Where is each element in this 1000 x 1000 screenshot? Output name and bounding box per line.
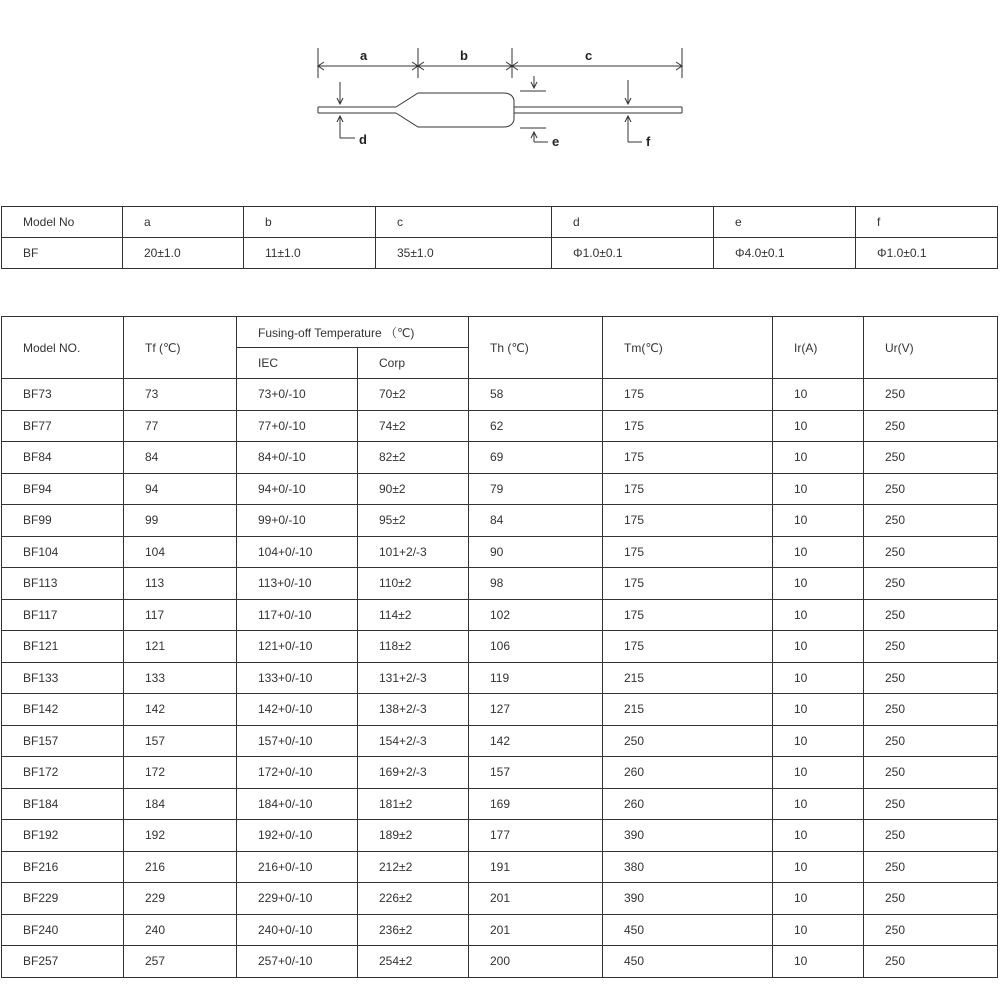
spec-cell-tf: 229 — [124, 883, 237, 915]
spec-cell-tf: 84 — [124, 442, 237, 474]
spec-cell-model: BF216 — [2, 851, 124, 883]
spec-cell-ir: 10 — [773, 820, 864, 852]
spec-cell-corp: 95±2 — [358, 505, 469, 537]
spec-cell-tm: 380 — [603, 851, 773, 883]
spec-cell-th: 169 — [469, 788, 603, 820]
spec-cell-ur: 250 — [864, 757, 998, 789]
spec-cell-th: 90 — [469, 536, 603, 568]
dim-header-c: c — [376, 207, 552, 238]
spec-cell-ur: 250 — [864, 694, 998, 726]
table-row — [2, 505, 998, 537]
spec-cell-ir: 10 — [773, 914, 864, 946]
dim-value-f: Φ1.0±0.1 — [856, 238, 998, 269]
spec-cell-model: BF257 — [2, 946, 124, 978]
spec-cell-ur: 250 — [864, 725, 998, 757]
dim-header-model: Model No — [2, 207, 123, 238]
spec-header-tm: Tm(℃) — [603, 317, 773, 379]
spec-cell-model: BF94 — [2, 473, 124, 505]
spec-cell-ir: 10 — [773, 757, 864, 789]
spec-cell-ur: 250 — [864, 662, 998, 694]
spec-cell-th: 127 — [469, 694, 603, 726]
table-row — [2, 883, 998, 915]
table-row — [2, 662, 998, 694]
dim-header-e: e — [714, 207, 856, 238]
spec-cell-corp: 101+2/-3 — [358, 536, 469, 568]
spec-cell-th: 84 — [469, 505, 603, 537]
spec-cell-model: BF77 — [2, 410, 124, 442]
diagram-label-c: c — [585, 48, 593, 63]
dim-header-d: d — [552, 207, 714, 238]
spec-cell-tf: 142 — [124, 694, 237, 726]
table-row — [2, 568, 998, 600]
spec-cell-ur: 250 — [864, 410, 998, 442]
spec-cell-th: 157 — [469, 757, 603, 789]
spec-cell-corp: 131+2/-3 — [358, 662, 469, 694]
spec-cell-tf: 104 — [124, 536, 237, 568]
spec-cell-ir: 10 — [773, 599, 864, 631]
spec-cell-ur: 250 — [864, 536, 998, 568]
spec-cell-iec: 240+0/-10 — [237, 914, 358, 946]
spec-cell-ur: 250 — [864, 946, 998, 978]
spec-cell-tf: 216 — [124, 851, 237, 883]
spec-cell-tf: 133 — [124, 662, 237, 694]
diagram-label-f: f — [646, 134, 651, 149]
spec-cell-tm: 390 — [603, 883, 773, 915]
spec-cell-corp: 154+2/-3 — [358, 725, 469, 757]
spec-cell-model: BF99 — [2, 505, 124, 537]
spec-header-corp: Corp — [358, 348, 469, 379]
dimensions-header-row — [2, 207, 998, 238]
spec-cell-th: 58 — [469, 379, 603, 411]
spec-cell-corp: 236±2 — [358, 914, 469, 946]
spec-header-iec: IEC — [237, 348, 358, 379]
table-row — [2, 820, 998, 852]
spec-cell-tm: 175 — [603, 599, 773, 631]
spec-cell-ur: 250 — [864, 631, 998, 663]
spec-cell-corp: 181±2 — [358, 788, 469, 820]
spec-cell-tf: 77 — [124, 410, 237, 442]
spec-cell-ur: 250 — [864, 914, 998, 946]
spec-cell-th: 79 — [469, 473, 603, 505]
spec-cell-iec: 184+0/-10 — [237, 788, 358, 820]
spec-cell-iec: 94+0/-10 — [237, 473, 358, 505]
spec-cell-ur: 250 — [864, 442, 998, 474]
spec-cell-model: BF117 — [2, 599, 124, 631]
spec-cell-iec: 172+0/-10 — [237, 757, 358, 789]
dim-value-a: 20±1.0 — [123, 238, 244, 269]
spec-cell-ir: 10 — [773, 568, 864, 600]
spec-cell-tm: 175 — [603, 536, 773, 568]
spec-cell-th: 200 — [469, 946, 603, 978]
spec-cell-ur: 250 — [864, 473, 998, 505]
dim-value-model: BF — [2, 238, 123, 269]
spec-cell-ur: 250 — [864, 883, 998, 915]
spec-cell-tf: 113 — [124, 568, 237, 600]
dim-value-e: Φ4.0±0.1 — [714, 238, 856, 269]
spec-cell-tm: 260 — [603, 757, 773, 789]
dim-header-a: a — [123, 207, 244, 238]
spec-header-tf: Tf (℃) — [124, 317, 237, 379]
spec-cell-ur: 250 — [864, 379, 998, 411]
spec-cell-corp: 70±2 — [358, 379, 469, 411]
spec-cell-tm: 215 — [603, 694, 773, 726]
spec-cell-iec: 113+0/-10 — [237, 568, 358, 600]
spec-cell-tm: 450 — [603, 914, 773, 946]
spec-cell-corp: 212±2 — [358, 851, 469, 883]
spec-cell-corp: 74±2 — [358, 410, 469, 442]
spec-cell-ur: 250 — [864, 820, 998, 852]
spec-cell-ur: 250 — [864, 851, 998, 883]
spec-cell-ir: 10 — [773, 473, 864, 505]
spec-cell-model: BF142 — [2, 694, 124, 726]
table-row — [2, 442, 998, 474]
spec-cell-ir: 10 — [773, 631, 864, 663]
diagram-label-b: b — [460, 48, 468, 63]
dimensions-value-row — [2, 238, 998, 269]
spec-cell-ir: 10 — [773, 788, 864, 820]
spec-cell-corp: 82±2 — [358, 442, 469, 474]
spec-cell-iec: 142+0/-10 — [237, 694, 358, 726]
spec-cell-corp: 138+2/-3 — [358, 694, 469, 726]
specifications-table — [1, 316, 998, 978]
spec-cell-corp: 169+2/-3 — [358, 757, 469, 789]
spec-header-ir: Ir(A) — [773, 317, 864, 379]
table-row — [2, 473, 998, 505]
spec-cell-iec: 117+0/-10 — [237, 599, 358, 631]
spec-cell-ur: 250 — [864, 505, 998, 537]
spec-cell-ir: 10 — [773, 694, 864, 726]
spec-cell-iec: 157+0/-10 — [237, 725, 358, 757]
spec-cell-tm: 175 — [603, 410, 773, 442]
spec-cell-corp: 189±2 — [358, 820, 469, 852]
spec-cell-tf: 157 — [124, 725, 237, 757]
spec-cell-iec: 84+0/-10 — [237, 442, 358, 474]
dim-header-b: b — [244, 207, 376, 238]
spec-cell-corp: 90±2 — [358, 473, 469, 505]
spec-header-th: Th (℃) — [469, 317, 603, 379]
spec-cell-iec: 121+0/-10 — [237, 631, 358, 663]
spec-cell-th: 201 — [469, 914, 603, 946]
spec-cell-corp: 254±2 — [358, 946, 469, 978]
spec-cell-tf: 257 — [124, 946, 237, 978]
spec-cell-iec: 257+0/-10 — [237, 946, 358, 978]
table-row — [2, 851, 998, 883]
spec-cell-ir: 10 — [773, 410, 864, 442]
spec-cell-tf: 117 — [124, 599, 237, 631]
spec-cell-model: BF113 — [2, 568, 124, 600]
spec-cell-corp: 114±2 — [358, 599, 469, 631]
spec-cell-tf: 73 — [124, 379, 237, 411]
spec-cell-tf: 184 — [124, 788, 237, 820]
spec-cell-model: BF229 — [2, 883, 124, 915]
spec-cell-ur: 250 — [864, 568, 998, 600]
spec-cell-tm: 175 — [603, 631, 773, 663]
spec-cell-model: BF133 — [2, 662, 124, 694]
spec-header-fusing-off: Fusing-off Temperature （℃) — [237, 317, 469, 348]
dim-value-d: Φ1.0±0.1 — [552, 238, 714, 269]
spec-cell-tm: 175 — [603, 442, 773, 474]
thermal-fuse-dimension-diagram — [300, 38, 700, 158]
spec-cell-th: 69 — [469, 442, 603, 474]
spec-cell-th: 62 — [469, 410, 603, 442]
spec-cell-ir: 10 — [773, 851, 864, 883]
spec-cell-th: 102 — [469, 599, 603, 631]
spec-cell-tm: 260 — [603, 788, 773, 820]
table-row — [2, 631, 998, 663]
spec-cell-ir: 10 — [773, 379, 864, 411]
spec-cell-tf: 172 — [124, 757, 237, 789]
spec-cell-tf: 192 — [124, 820, 237, 852]
table-row — [2, 379, 998, 411]
spec-cell-th: 119 — [469, 662, 603, 694]
spec-cell-tf: 94 — [124, 473, 237, 505]
spec-cell-iec: 104+0/-10 — [237, 536, 358, 568]
diagram-label-d: d — [359, 132, 367, 147]
spec-header-row-1 — [2, 317, 998, 348]
spec-header-model: Model NO. — [2, 317, 124, 379]
spec-cell-ur: 250 — [864, 788, 998, 820]
spec-cell-ir: 10 — [773, 883, 864, 915]
spec-cell-iec: 73+0/-10 — [237, 379, 358, 411]
dimensions-table — [1, 206, 998, 269]
dim-value-b: 11±1.0 — [244, 238, 376, 269]
spec-cell-corp: 118±2 — [358, 631, 469, 663]
spec-cell-ir: 10 — [773, 442, 864, 474]
spec-cell-model: BF240 — [2, 914, 124, 946]
dim-header-f: f — [856, 207, 998, 238]
table-row — [2, 914, 998, 946]
diagram-label-a: a — [360, 48, 368, 63]
spec-cell-ur: 250 — [864, 599, 998, 631]
spec-cell-tm: 175 — [603, 568, 773, 600]
spec-cell-model: BF184 — [2, 788, 124, 820]
spec-cell-tm: 175 — [603, 505, 773, 537]
spec-cell-tm: 250 — [603, 725, 773, 757]
spec-cell-model: BF104 — [2, 536, 124, 568]
spec-cell-th: 98 — [469, 568, 603, 600]
spec-cell-th: 201 — [469, 883, 603, 915]
spec-cell-th: 142 — [469, 725, 603, 757]
spec-cell-iec: 229+0/-10 — [237, 883, 358, 915]
spec-cell-iec: 77+0/-10 — [237, 410, 358, 442]
table-row — [2, 725, 998, 757]
spec-cell-iec: 133+0/-10 — [237, 662, 358, 694]
table-row — [2, 946, 998, 978]
table-row — [2, 694, 998, 726]
spec-header-ur: Ur(V) — [864, 317, 998, 379]
spec-cell-model: BF121 — [2, 631, 124, 663]
spec-cell-tm: 215 — [603, 662, 773, 694]
table-row — [2, 599, 998, 631]
diagram-label-e: e — [552, 134, 560, 149]
spec-cell-tf: 121 — [124, 631, 237, 663]
table-row — [2, 788, 998, 820]
spec-cell-th: 191 — [469, 851, 603, 883]
spec-cell-corp: 110±2 — [358, 568, 469, 600]
spec-cell-ir: 10 — [773, 662, 864, 694]
spec-cell-tm: 450 — [603, 946, 773, 978]
dim-value-c: 35±1.0 — [376, 238, 552, 269]
specifications-body — [2, 379, 998, 978]
spec-cell-tf: 99 — [124, 505, 237, 537]
spec-cell-model: BF172 — [2, 757, 124, 789]
spec-cell-ir: 10 — [773, 536, 864, 568]
spec-cell-model: BF73 — [2, 379, 124, 411]
spec-cell-ir: 10 — [773, 946, 864, 978]
spec-cell-tm: 175 — [603, 473, 773, 505]
spec-cell-iec: 216+0/-10 — [237, 851, 358, 883]
spec-cell-corp: 226±2 — [358, 883, 469, 915]
spec-cell-model: BF84 — [2, 442, 124, 474]
spec-cell-iec: 99+0/-10 — [237, 505, 358, 537]
spec-cell-model: BF192 — [2, 820, 124, 852]
spec-cell-ir: 10 — [773, 725, 864, 757]
table-row — [2, 536, 998, 568]
spec-cell-th: 177 — [469, 820, 603, 852]
spec-cell-model: BF157 — [2, 725, 124, 757]
spec-cell-tm: 175 — [603, 379, 773, 411]
table-row — [2, 757, 998, 789]
spec-cell-tm: 390 — [603, 820, 773, 852]
spec-cell-tf: 240 — [124, 914, 237, 946]
spec-cell-iec: 192+0/-10 — [237, 820, 358, 852]
table-row — [2, 410, 998, 442]
spec-cell-ir: 10 — [773, 505, 864, 537]
spec-cell-th: 106 — [469, 631, 603, 663]
